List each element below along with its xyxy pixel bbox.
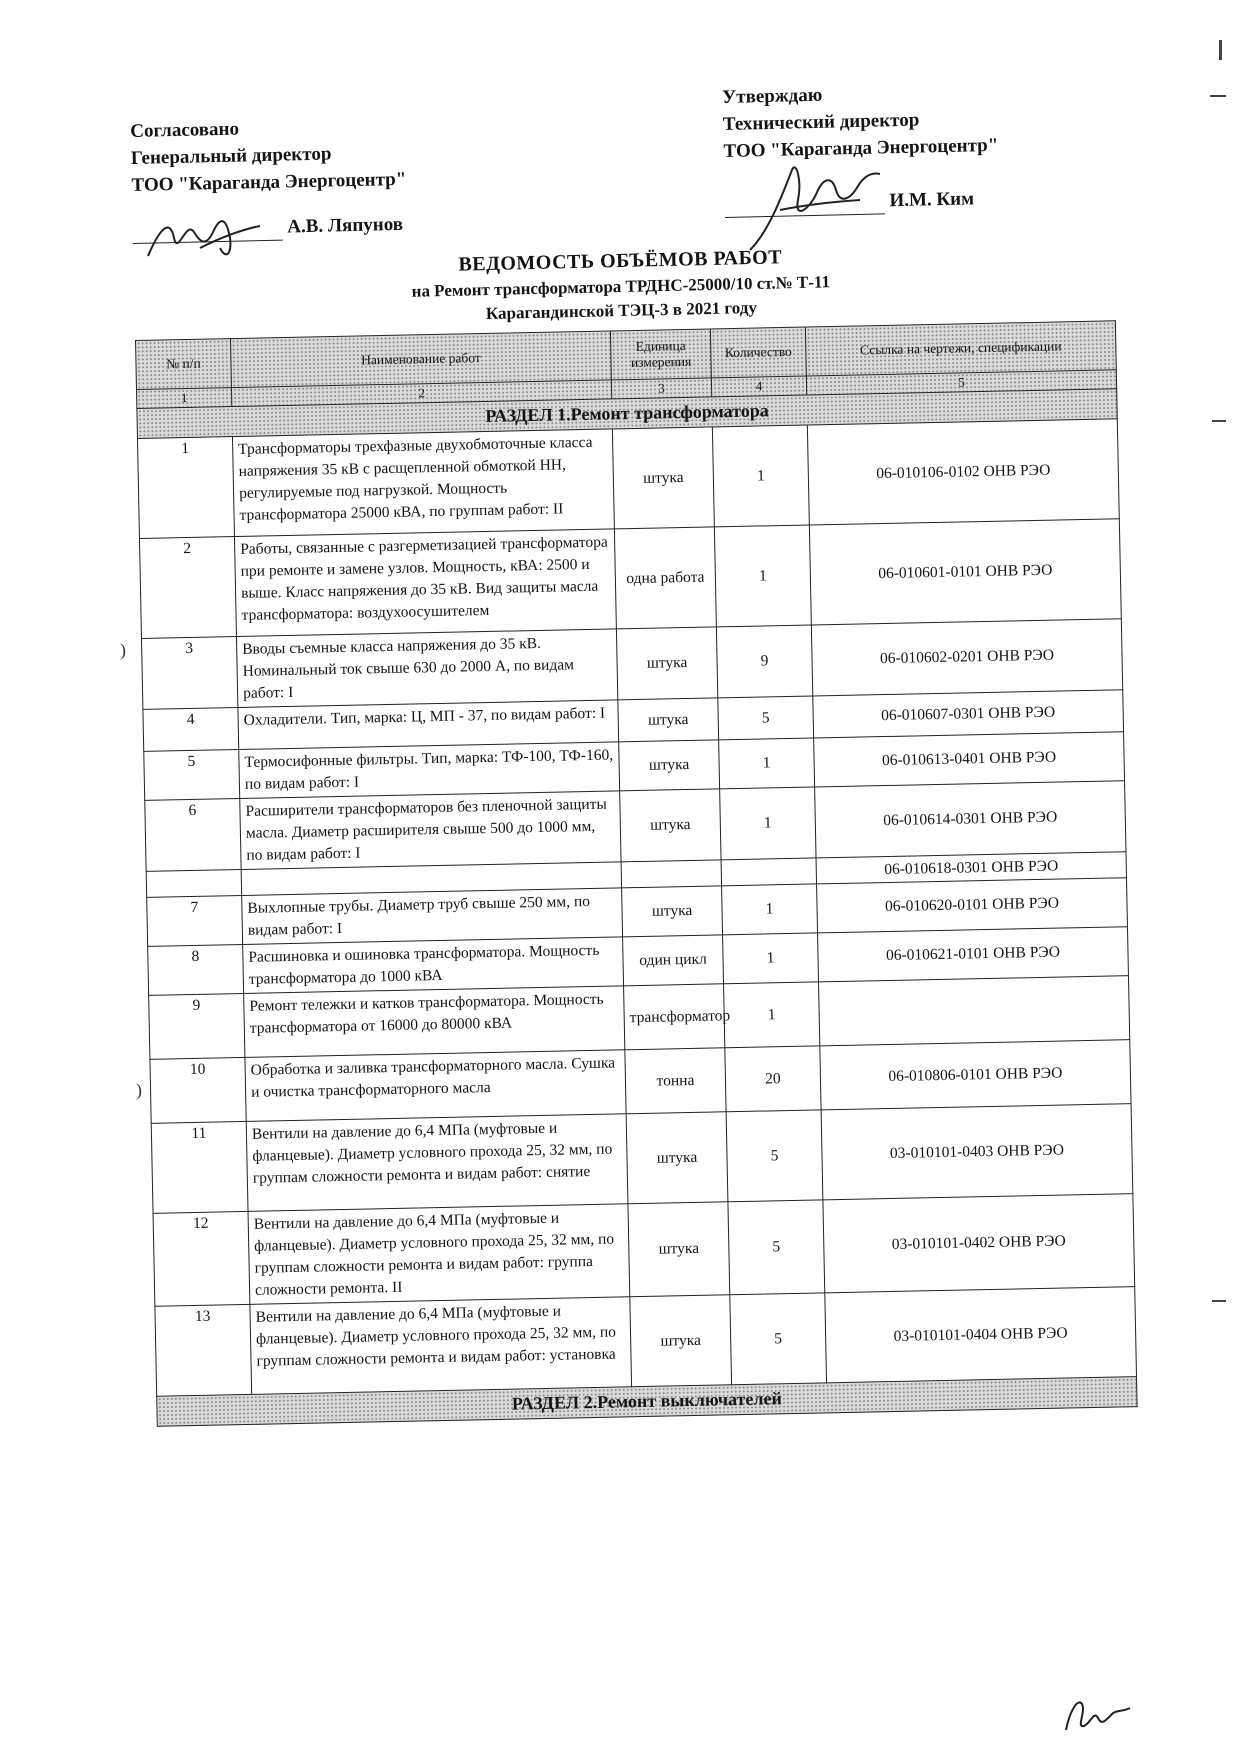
col-number: 2 — [231, 380, 611, 407]
cell-name: Обработка и заливка трансформаторного масла. Сушка и очистка трансформаторного масла — [245, 1050, 626, 1122]
scan-edge-mark — [1212, 1300, 1226, 1302]
cell-ref — [819, 976, 1130, 1046]
cell-qty: 5 — [730, 1293, 827, 1385]
cell-name: Расширители трансформаторов без пленочной защиты масла. Диаметр расширителя свыше 500 до 1000 мм, по видам работ: I — [240, 791, 621, 870]
cell-ref: 06-010106-0102 ОНВ РЭО — [807, 419, 1119, 525]
agreed-label: Согласовано — [130, 118, 240, 142]
approved-position: Технический директор — [722, 109, 920, 135]
cell-qty: 5 — [726, 1110, 823, 1202]
cell-unit: штука — [626, 1112, 728, 1204]
document-subtitle-2: Карагандинской ТЭЦ-3 в 2021 году — [485, 297, 758, 324]
table-row — [137, 419, 1119, 539]
cell-name: Ремонт тележки и катков трансформатора. Мощность трансформатора от 16000 до 80000 кВА — [244, 986, 625, 1058]
cell-name: Вентили на давление до 6,4 МПа (муфтовые и фланцевые). Диаметр условного прохода 25, 32 мм, по группам сложности ремонта и видам работ: снятие — [246, 1114, 628, 1212]
cell-unit: штука — [622, 886, 723, 937]
cell-qty: 1 — [722, 884, 818, 935]
cell-ref: 06-010620-0101 ОНВ РЭО — [817, 878, 1128, 933]
cell-ref: 06-010618-0301 ОНВ РЭО — [816, 852, 1126, 884]
col-number: 4 — [711, 376, 806, 397]
cell-unit: тонна — [625, 1048, 726, 1114]
section-2-title: РАЗДЕЛ 2.Ремонт выключателей — [157, 1377, 1137, 1427]
col-number: 5 — [806, 370, 1116, 395]
cell-ref: 06-010621-0101 ОНВ РЭО — [818, 927, 1129, 982]
cell-num: 9 — [149, 993, 245, 1059]
cell-num: 3 — [141, 637, 237, 710]
cell-qty — [721, 858, 817, 886]
cell-unit: трансформатор — [624, 984, 725, 1050]
cell-name: Охладители. Тип, марка: Ц, МП - 37, по видам работ: I — [238, 700, 619, 750]
cell-ref: 03-010101-0402 ОНВ РЭО — [823, 1194, 1135, 1293]
cell-qty: 5 — [718, 696, 814, 740]
cell-name: Термосифонные фильтры. Тип, марка: ТФ-100, ТФ-160, по видам работ: I — [239, 742, 620, 799]
cell-name: Трансформаторы трехфазные двухобмоточные класса напряжения 35 кВ с расщепленной обмоткой НН, регулируемые под нагрузкой. Мощность трансформатора 25000 кВА, по группам работ: II — [232, 429, 614, 537]
cell-ref: 06-010806-0101 ОНВ РЭО — [820, 1040, 1131, 1110]
cell-name: Выхлопные трубы. Диаметр труб свыше 250 мм, по видам работ: I — [242, 888, 623, 945]
cell-num: 13 — [155, 1304, 252, 1396]
table-row — [139, 519, 1121, 639]
approved-name: И.М. Ким — [889, 188, 975, 212]
cell-ref: 03-010101-0403 ОНВ РЭО — [821, 1104, 1133, 1200]
cell-num: 12 — [153, 1211, 250, 1306]
cell-name: Вентили на давление до 6,4 МПа (муфтовые и фланцевые). Диаметр условного прохода 25, 32 мм, по группам сложности ремонта и видам работ: установка — [250, 1297, 632, 1395]
cell-num: 2 — [139, 537, 236, 639]
cell-num: 11 — [151, 1121, 248, 1213]
agreed-signature — [140, 208, 270, 268]
cell-qty: 1 — [719, 738, 815, 789]
cell-ref: 06-010613-0401 ОНВ РЭО — [814, 732, 1125, 787]
margin-bracket: ) — [120, 640, 126, 660]
cell-unit: штука — [612, 427, 714, 529]
cell-qty: 1 — [724, 982, 820, 1048]
cell-num: 5 — [144, 750, 240, 801]
agreed-org: ТОО "Караганда Энергоцентр" — [131, 168, 407, 196]
document-title-block — [300, 243, 941, 329]
cell-unit — [621, 860, 722, 888]
margin-bracket: ) — [136, 1080, 142, 1100]
cell-ref: 03-010101-0404 ОНВ РЭО — [825, 1287, 1137, 1383]
agreed-name: А.В. Ляпунов — [287, 213, 404, 238]
agreed-position: Генеральный директор — [130, 143, 332, 169]
cell-name: Расшиновка и ошиновка трансформатора. Мощность трансформатора до 1000 кВА — [243, 937, 624, 994]
scan-edge-mark — [1219, 40, 1222, 60]
cell-num: 7 — [147, 895, 243, 946]
cell-name: Вентили на давление до 6,4 МПа (муфтовые и фланцевые). Диаметр условного прохода 25, 32 мм, по группам сложности ремонта и видам работ: группа сложности ремонта. II — [248, 1204, 630, 1305]
col-number: 3 — [611, 378, 711, 399]
cell-ref: 06-010602-0201 ОНВ РЭО — [811, 619, 1122, 696]
cell-num: 6 — [145, 798, 241, 871]
header-name: Наименование работ — [230, 331, 611, 388]
section-1-title: РАЗДЕЛ 1.Ремонт трансформатора — [137, 389, 1117, 439]
cell-qty: 1 — [723, 933, 819, 984]
cell-qty: 1 — [712, 425, 809, 527]
header-unit: Единица измерения — [610, 329, 711, 380]
scan-edge-mark — [1212, 420, 1226, 422]
works-table — [135, 320, 1138, 1426]
header-num: № п/п — [136, 339, 232, 390]
cell-unit: штука — [619, 740, 720, 791]
cell-unit: штука — [618, 698, 719, 742]
cell-unit: штука — [628, 1202, 730, 1297]
cell-name: Работы, связанные с разгерметизацией трансформатора при ремонте и замене узлов. Мощность, кВА: 2500 и выше. Класс напряжения до 35 кВ. Вид защиты масла трансформатора: воздухоосушителем — [234, 529, 616, 637]
cell-ref: 06-010614-0301 ОНВ РЭО — [815, 781, 1126, 858]
cell-qty: 20 — [725, 1046, 821, 1112]
cell-qty: 1 — [714, 525, 811, 627]
cell-unit: штука — [616, 627, 717, 700]
col-number: 1 — [136, 388, 231, 409]
cell-num: 10 — [150, 1057, 246, 1123]
header-qty: Количество — [710, 327, 806, 378]
document-subtitle: на Ремонт трансформатора ТРДНС-25000/10 ст.№ Т-11 — [411, 272, 831, 301]
cell-num — [146, 869, 242, 897]
cell-num: 4 — [143, 708, 239, 752]
cell-num: 8 — [148, 944, 244, 995]
cell-unit: один цикл — [623, 935, 724, 986]
page-initials-signature — [1060, 1690, 1140, 1740]
header-ref: Ссылка на чертежи, спецификации — [805, 321, 1116, 376]
cell-unit: штука — [620, 789, 721, 862]
cell-name: Вводы съемные класса напряжения до 35 кВ. Номинальный ток свыше 630 до 2000 А, по видам работ: I — [236, 629, 617, 708]
cell-qty: 1 — [720, 787, 816, 860]
approved-label: Утверждаю — [722, 84, 823, 108]
cell-ref: 06-010601-0101 ОНВ РЭО — [809, 519, 1121, 625]
cell-ref: 06-010607-0301 ОНВ РЭО — [813, 690, 1124, 738]
scan-edge-mark — [1210, 95, 1226, 97]
cell-unit: одна работа — [614, 527, 716, 629]
cell-qty: 9 — [716, 625, 812, 698]
cell-num: 1 — [137, 437, 234, 539]
works-table-wrap — [135, 320, 1137, 1426]
approved-org: ТОО "Караганда Энергоцентр" — [723, 134, 999, 162]
cell-unit: штука — [630, 1295, 732, 1387]
cell-qty: 5 — [728, 1200, 825, 1295]
document-title: ВЕДОМОСТЬ ОБЪЁМОВ РАБОТ — [458, 246, 783, 276]
